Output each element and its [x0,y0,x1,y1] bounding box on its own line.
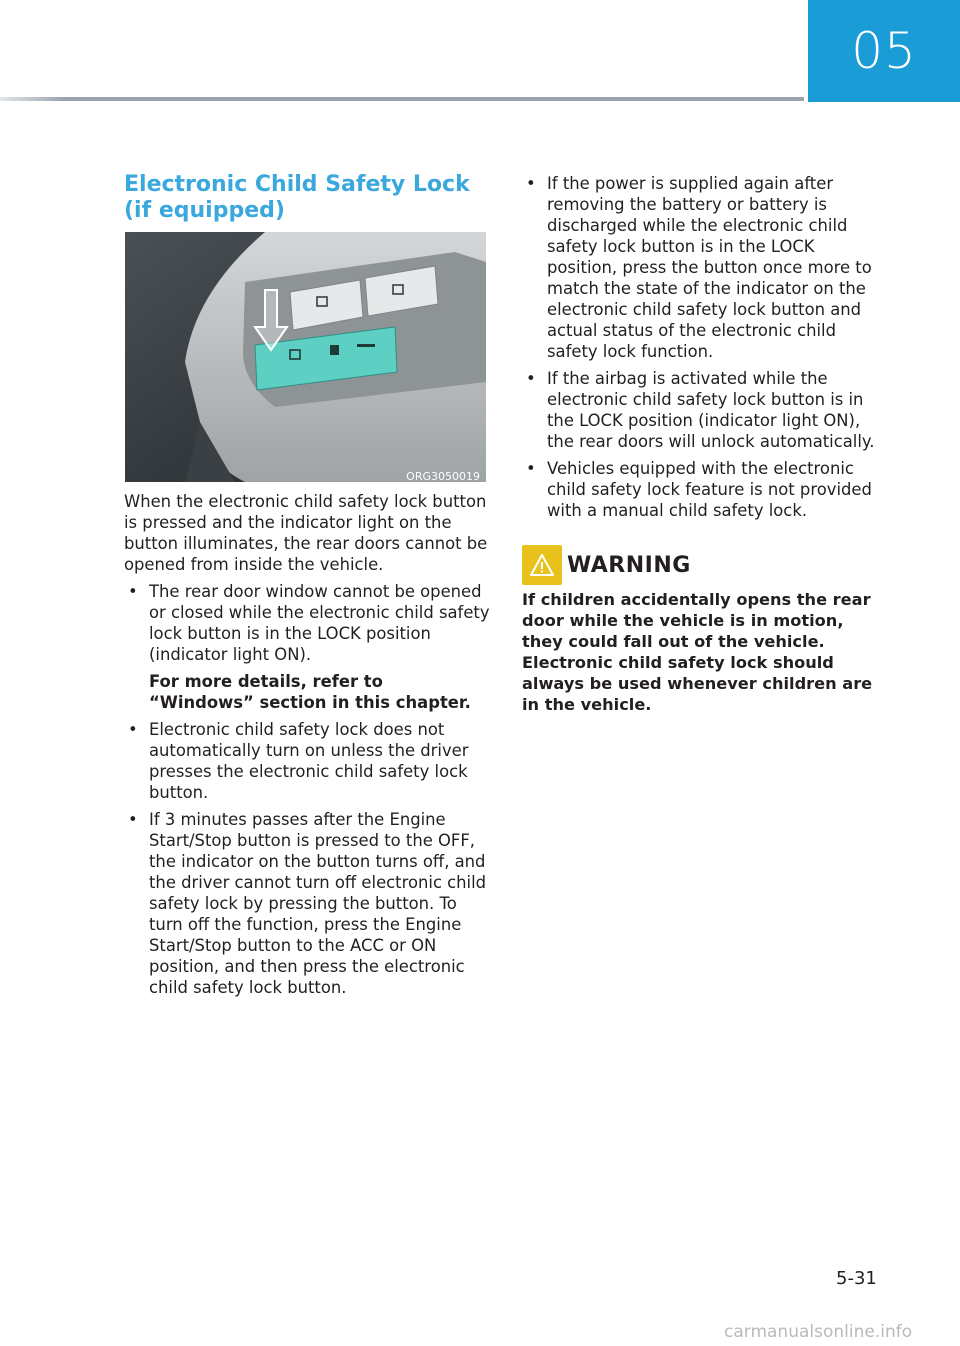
right-column [522,173,884,715]
list-item-text: Vehicles equipped with the electronic child safety lock feature is not provided with a manual child safety lock. [547,459,872,520]
list-item [522,173,884,362]
list-item [124,581,490,713]
list-item-text: Electronic child safety lock does not automatically turn on unless the driver presses the electronic child safety lock button. [149,720,469,802]
warning-title: WARNING [567,552,691,578]
left-bullet-list [124,581,490,998]
list-item-text: The rear door window cannot be opened or closed while the electronic child safety lock button is in the LOCK position (indicator light ON). [149,582,490,664]
warning-triangle-icon [522,545,562,585]
warning-body: If children accidentally opens the rear door while the vehicle is in motion, they could fall out of the vehicle. Electronic child safety lock should always be used whenever children are in the vehicle. [522,590,873,714]
list-item [124,719,490,803]
cross-reference-note: For more details, refer to “Windows” section in this chapter. [149,672,471,712]
intro-paragraph: When the electronic child safety lock button is pressed and the indicator light on the button illuminates, the rear doors cannot be opened from inside the vehicle. [124,492,488,574]
chapter-tab [808,0,960,102]
figure-code: ORG3050019 [406,470,480,483]
chapter-number: 05 [851,22,917,80]
right-bullet-list [522,173,884,521]
list-item [522,458,884,521]
watermark: carmanualsonline.info [724,1322,913,1342]
warning-header [522,545,884,585]
bullet-marker: • [128,582,138,601]
bullet-marker: • [526,369,536,388]
list-item [124,809,490,998]
bullet-marker: • [128,810,138,829]
list-item [522,368,884,452]
child-lock-figure [125,232,486,482]
list-item-text: If the power is supplied again after removing the battery or battery is discharged while the electronic child safety lock button is in the LOCK position, press the button once more to match the state of the indicator on the electronic child safety lock button and actual status of the electronic child safety lock function. [547,174,872,361]
page-number: 5-31 [836,1268,877,1289]
bullet-marker: • [526,459,536,478]
section-title [124,172,484,224]
list-item-text: If the airbag is activated while the electronic child safety lock button is in the LOCK position (indicator light ON), the rear doors will unlock automatically. [547,369,875,451]
section-title-line1: Electronic Child Safety Lock [124,172,470,197]
left-column [124,491,490,1004]
bullet-marker: • [526,174,536,193]
section-title-line2: (if equipped) [124,198,285,223]
bullet-marker: • [128,720,138,739]
door-switch-illustration [125,232,486,482]
list-item-text: If 3 minutes passes after the Engine Start/Stop button is pressed to the OFF, the indicator on the button turns off, and the driver cannot turn off electronic child safety lock by pressing the button. To turn off the function, press the Engine Start/Stop button to the ACC or ON position, and then press the electronic child safety lock button. [149,810,487,997]
header-rule [0,97,804,101]
